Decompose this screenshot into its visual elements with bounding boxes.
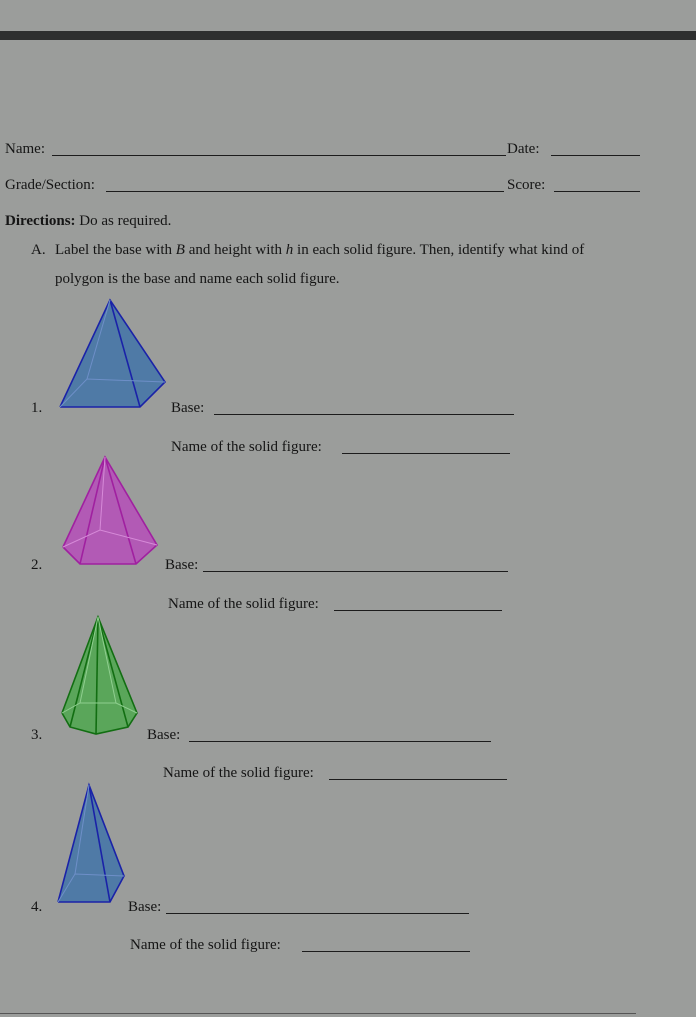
date-field[interactable] (551, 155, 640, 156)
top-bar (0, 31, 696, 40)
grade-section-field[interactable] (106, 191, 504, 192)
item-1-base-label: Base: (171, 400, 205, 416)
item-2-base-label: Base: (165, 557, 199, 573)
item-1-name-field[interactable] (342, 453, 510, 454)
item-2-number: 2. (31, 557, 43, 573)
item-3-name-label: Name of the solid figure: (163, 765, 314, 781)
item-2-base-field[interactable] (203, 571, 508, 572)
part-a-instruction-line2: polygon is the base and name each solid figure. (55, 271, 340, 287)
page-bottom-divider (0, 1013, 636, 1014)
part-a-letter: A. (31, 242, 46, 258)
score-label: Score: (507, 177, 546, 193)
directions-text: Do as required. (79, 213, 172, 229)
part-a-instruction-line1 (55, 243, 584, 258)
item-2-name-label: Name of the solid figure: (168, 596, 319, 612)
item-4-number: 4. (31, 899, 43, 915)
item-4-base-field[interactable] (166, 913, 469, 914)
item-1-number: 1. (31, 400, 43, 416)
item-1-base-field[interactable] (214, 414, 514, 415)
pentagonal-pyramid-icon (60, 452, 160, 568)
name-label: Name: (5, 141, 45, 157)
item-4-name-label: Name of the solid figure: (130, 937, 281, 953)
item-4-base-label: Base: (128, 899, 162, 915)
directions-label: Directions: (5, 213, 76, 229)
item-3-name-field[interactable] (329, 779, 507, 780)
item-1-name-label: Name of the solid figure: (171, 439, 322, 455)
variable-h: h (285, 242, 294, 258)
item-2-name-field[interactable] (334, 610, 502, 611)
grade-section-label: Grade/Section: (5, 177, 95, 193)
square-pyramid-icon (55, 782, 127, 907)
square-pyramid-icon (55, 295, 170, 413)
score-field[interactable] (554, 191, 640, 192)
instruction-text: in each solid figure. Then, identify what kind of (293, 242, 585, 258)
directions (5, 214, 171, 229)
item-4-name-field[interactable] (302, 951, 470, 952)
hexagonal-pyramid-icon (58, 613, 142, 739)
instruction-text: and height with (184, 242, 286, 258)
instruction-text: Label the base with (55, 242, 176, 258)
item-3-number: 3. (31, 727, 43, 743)
date-label: Date: (507, 141, 540, 157)
name-field[interactable] (52, 155, 506, 156)
variable-b: B (175, 242, 185, 258)
item-3-base-label: Base: (147, 727, 181, 743)
item-3-base-field[interactable] (189, 741, 491, 742)
